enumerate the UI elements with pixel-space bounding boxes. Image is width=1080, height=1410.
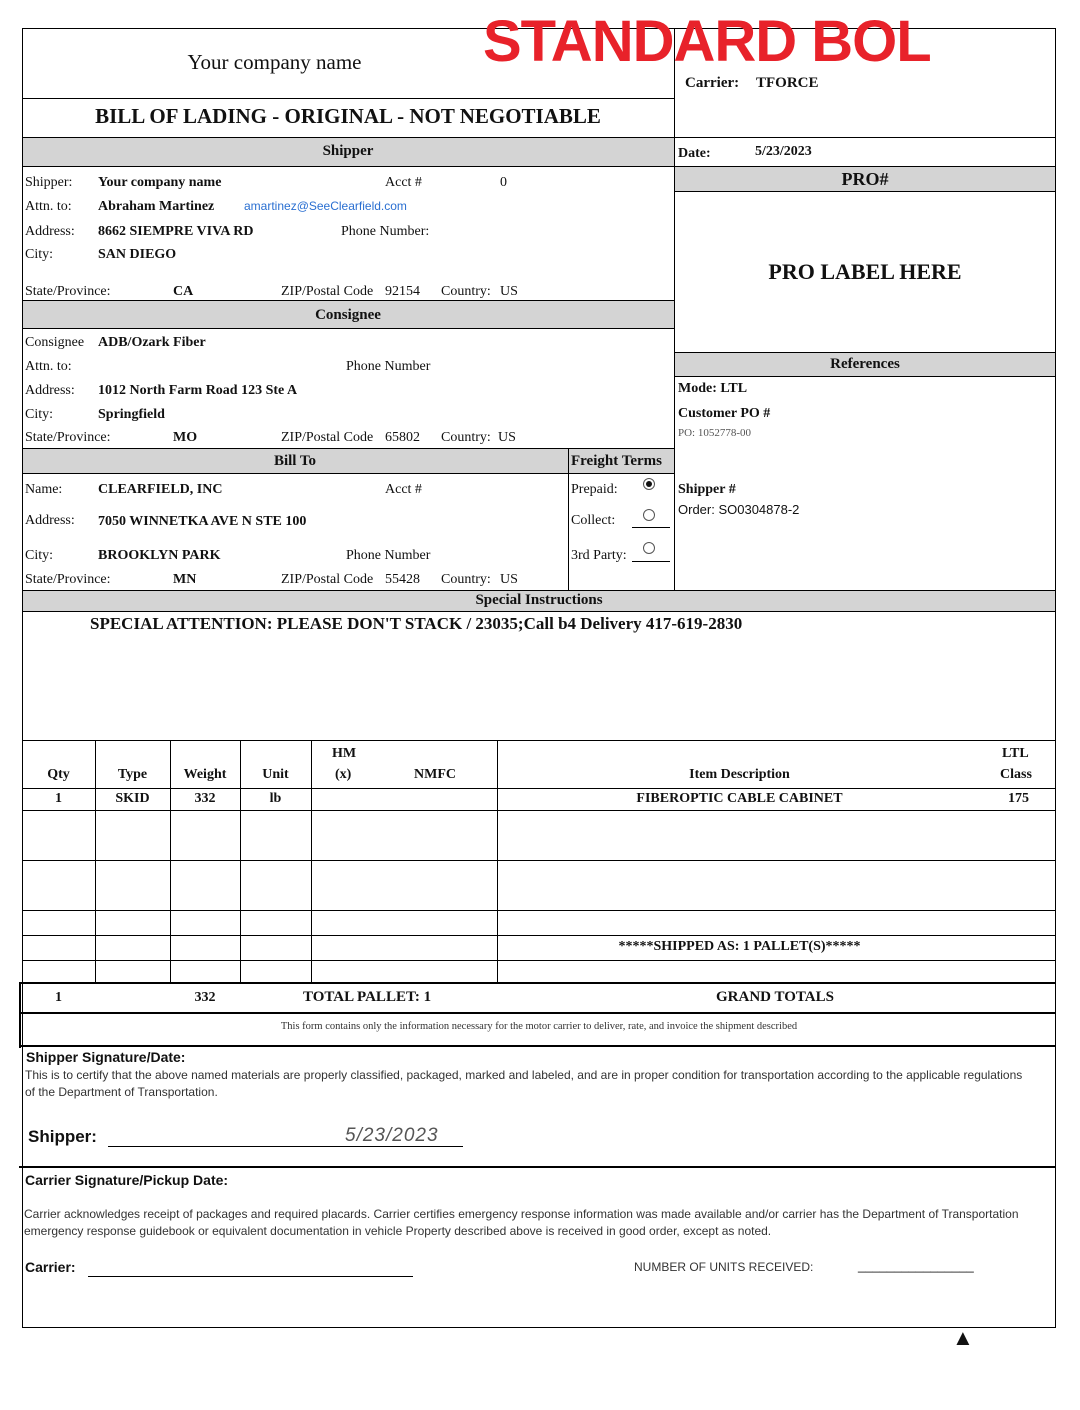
- consignee-city-label: City:: [25, 407, 54, 422]
- bill-to-address-value: 7050 WINNETKA AVE N STE 100: [98, 514, 307, 529]
- consignee-attn-label: Attn. to:: [25, 359, 72, 374]
- shipper-acct-value: 0: [500, 175, 507, 190]
- divider: [22, 788, 1056, 789]
- customer-po-label: Customer PO #: [678, 406, 771, 421]
- pro-label-placeholder: PRO LABEL HERE: [768, 259, 962, 284]
- carrier-signature-title: Carrier Signature/Pickup Date:: [25, 1172, 229, 1188]
- divider: [22, 98, 674, 99]
- divider: [19, 982, 1056, 984]
- freight-terms-divider: [568, 448, 569, 590]
- shipper-signature-label: Shipper:: [28, 1127, 97, 1146]
- bill-to-city-label: City:: [25, 548, 54, 563]
- shipper-attn-label: Attn. to:: [25, 199, 72, 214]
- pro-label: PRO#: [841, 169, 889, 189]
- shipper-number-label: Shipper #: [678, 482, 736, 497]
- collect-radio[interactable]: [643, 509, 655, 521]
- shipped-as-note: *****SHIPPED AS: 1 PALLET(S)*****: [618, 939, 861, 954]
- carrier-value: TFORCE: [756, 75, 819, 91]
- shipper-address-label: Address:: [25, 224, 75, 239]
- total-qty: 1: [55, 990, 62, 1005]
- prepaid-label: Prepaid:: [571, 482, 618, 497]
- shipper-state-label: State/Province:: [25, 284, 111, 299]
- shipper-zip-value: 92154: [385, 284, 420, 299]
- references-mode: Mode: LTL: [678, 381, 748, 396]
- bill-to-acct-label: Acct #: [385, 482, 422, 497]
- middle-divider: [674, 28, 675, 590]
- shipper-value: Your company name: [98, 175, 222, 190]
- col-type: Type: [117, 767, 148, 782]
- divider: [22, 960, 1056, 961]
- bill-to-country-value: US: [500, 572, 518, 587]
- frame-right: [1055, 28, 1056, 1328]
- third-party-label: 3rd Party:: [571, 548, 627, 563]
- special-instructions-text: SPECIAL ATTENTION: PLEASE DON'T STACK / 23035;Call b4 Delivery 417-619-2830: [90, 614, 743, 633]
- bill-to-zip-value: 55428: [385, 572, 420, 587]
- row-weight: 332: [194, 791, 216, 806]
- divider: [311, 740, 312, 983]
- row-unit: lb: [269, 791, 282, 806]
- divider: [22, 910, 1056, 911]
- consignee-city-value: Springfield: [98, 407, 165, 422]
- total-weight: 332: [194, 990, 216, 1005]
- consignee-address-label: Address:: [25, 383, 75, 398]
- company-name: Your company name: [187, 50, 362, 74]
- col-item-description: Item Description: [689, 767, 790, 782]
- col-hm: HM: [332, 746, 357, 761]
- divider: [674, 191, 1056, 192]
- units-received-line[interactable]: ________________: [858, 1258, 974, 1273]
- bill-to-state-value: MN: [173, 572, 197, 587]
- document-title: BILL OF LADING - ORIGINAL - NOT NEGOTIABLE: [95, 104, 601, 128]
- date-value: 5/23/2023: [755, 144, 812, 159]
- order-value: Order: SO0304878-2: [678, 502, 800, 517]
- shipper-country-label: Country:: [441, 284, 491, 299]
- consignee-label: Consignee: [25, 335, 85, 350]
- divider: [22, 328, 674, 329]
- divider: [19, 1166, 1056, 1168]
- divider: [22, 611, 1056, 612]
- shipper-signature-title: Shipper Signature/Date:: [26, 1049, 186, 1065]
- shipper-certify-text: This is to certify that the above named materials are properly classified, packaged, marked and labeled, and are in proper condition for transportation according to the applicable regulations of the Department of Transportation.: [25, 1068, 1023, 1099]
- shipper-email-link[interactable]: amartinez@SeeClearfield.com: [244, 199, 407, 213]
- shipper-section-title: Shipper: [322, 143, 374, 159]
- consignee-phone-label: Phone Number: [346, 359, 431, 374]
- consignee-zip-value: 65802: [385, 430, 420, 445]
- frame-left: [22, 28, 23, 1328]
- customer-po-value: PO: 1052778-00: [678, 427, 752, 439]
- shipper-label: Shipper:: [25, 175, 73, 190]
- date-label: Date:: [678, 146, 711, 161]
- consignee-value: ADB/Ozark Fiber: [98, 335, 206, 350]
- shipper-signature-date: 5/23/2023: [345, 1125, 439, 1146]
- divider: [674, 376, 1056, 377]
- divider: [22, 935, 1056, 936]
- shipper-attn-value: Abraham Martinez: [98, 199, 215, 214]
- shipper-city-value: SAN DIEGO: [98, 247, 177, 262]
- standard-bol-stamp: STANDARD BOL: [483, 9, 931, 74]
- bill-to-name-label: Name:: [25, 482, 63, 497]
- bill-to-country-label: Country:: [441, 572, 491, 587]
- consignee-state-value: MO: [173, 430, 198, 445]
- consignee-state-label: State/Province:: [25, 430, 111, 445]
- col-ltl: LTL: [1002, 746, 1029, 761]
- bill-to-state-label: State/Province:: [25, 572, 111, 587]
- bill-to-phone-label: Phone Number: [346, 548, 431, 563]
- prepaid-radio[interactable]: [643, 478, 655, 490]
- col-weight: Weight: [183, 767, 227, 782]
- collect-label: Collect:: [571, 513, 616, 528]
- divider: [22, 740, 1056, 741]
- shipper-country-value: US: [500, 284, 518, 299]
- divider: [632, 527, 670, 528]
- divider: [19, 982, 21, 1048]
- bill-to-zip-label: ZIP/Postal Code: [281, 572, 374, 587]
- shipper-phone-label: Phone Number:: [341, 224, 430, 239]
- carrier-label: Carrier:: [685, 75, 740, 91]
- consignee-country-label: Country:: [441, 430, 491, 445]
- bill-to-address-label: Address:: [25, 513, 75, 528]
- bill-to-section-title: Bill To: [273, 453, 317, 469]
- total-pallet: TOTAL PALLET: 1: [303, 989, 432, 1005]
- shipper-state-value: CA: [173, 284, 194, 299]
- frame-bottom: [22, 1327, 1056, 1328]
- col-unit: Unit: [262, 767, 289, 782]
- col-class: Class: [1000, 767, 1032, 782]
- divider: [22, 860, 1056, 861]
- carrier-acknowledgement-text: Carrier acknowledges receipt of packages and required placards. Carrier certifies emergency response information was made available and/or carrier has the Department of Transportation emergency response guidebook or equivalent documentation in vehicle Property described above is received in good order, except as noted.: [24, 1207, 1019, 1238]
- divider: [22, 473, 674, 474]
- divider: [22, 810, 1056, 811]
- shipper-zip-label: ZIP/Postal Code: [281, 284, 374, 299]
- carrier-signature-line[interactable]: [88, 1276, 413, 1277]
- special-instructions-title: Special Instructions: [475, 592, 603, 608]
- row-description: FIBEROPTIC CABLE CABINET: [636, 791, 843, 806]
- scroll-up-arrow-icon[interactable]: ▲: [952, 1325, 974, 1350]
- references-section-title: References: [830, 356, 900, 372]
- col-hm-x: (x): [335, 767, 352, 782]
- row-qty: 1: [55, 791, 62, 806]
- grand-totals-label: GRAND TOTALS: [716, 989, 834, 1005]
- row-class: 175: [1008, 791, 1029, 806]
- shipper-acct-label: Acct #: [385, 175, 422, 190]
- consignee-address-value: 1012 North Farm Road 123 Ste A: [98, 383, 298, 398]
- units-received-label: NUMBER OF UNITS RECEIVED:: [634, 1260, 814, 1274]
- disclaimer: This form contains only the information necessary for the motor carrier to deliver, rate, and invoice the shipment described: [280, 1021, 798, 1032]
- divider: [19, 1045, 1056, 1047]
- bill-to-city-value: BROOKLYN PARK: [98, 548, 221, 563]
- freight-terms-section-title: Freight Terms: [571, 453, 662, 469]
- consignee-section-title: Consignee: [315, 307, 381, 323]
- consignee-zip-label: ZIP/Postal Code: [281, 430, 374, 445]
- col-nmfc: NMFC: [414, 767, 456, 782]
- carrier-signature-label: Carrier:: [25, 1259, 76, 1275]
- third-party-radio[interactable]: [643, 542, 655, 554]
- bill-to-name-value: CLEARFIELD, INC: [98, 482, 223, 497]
- shipper-city-label: City:: [25, 247, 54, 262]
- col-qty: Qty: [47, 767, 70, 782]
- row-type: SKID: [115, 791, 150, 806]
- consignee-country-value: US: [498, 430, 516, 445]
- divider: [19, 1012, 1056, 1014]
- divider: [632, 561, 670, 562]
- shipper-address-value: 8662 SIEMPRE VIVA RD: [98, 224, 254, 239]
